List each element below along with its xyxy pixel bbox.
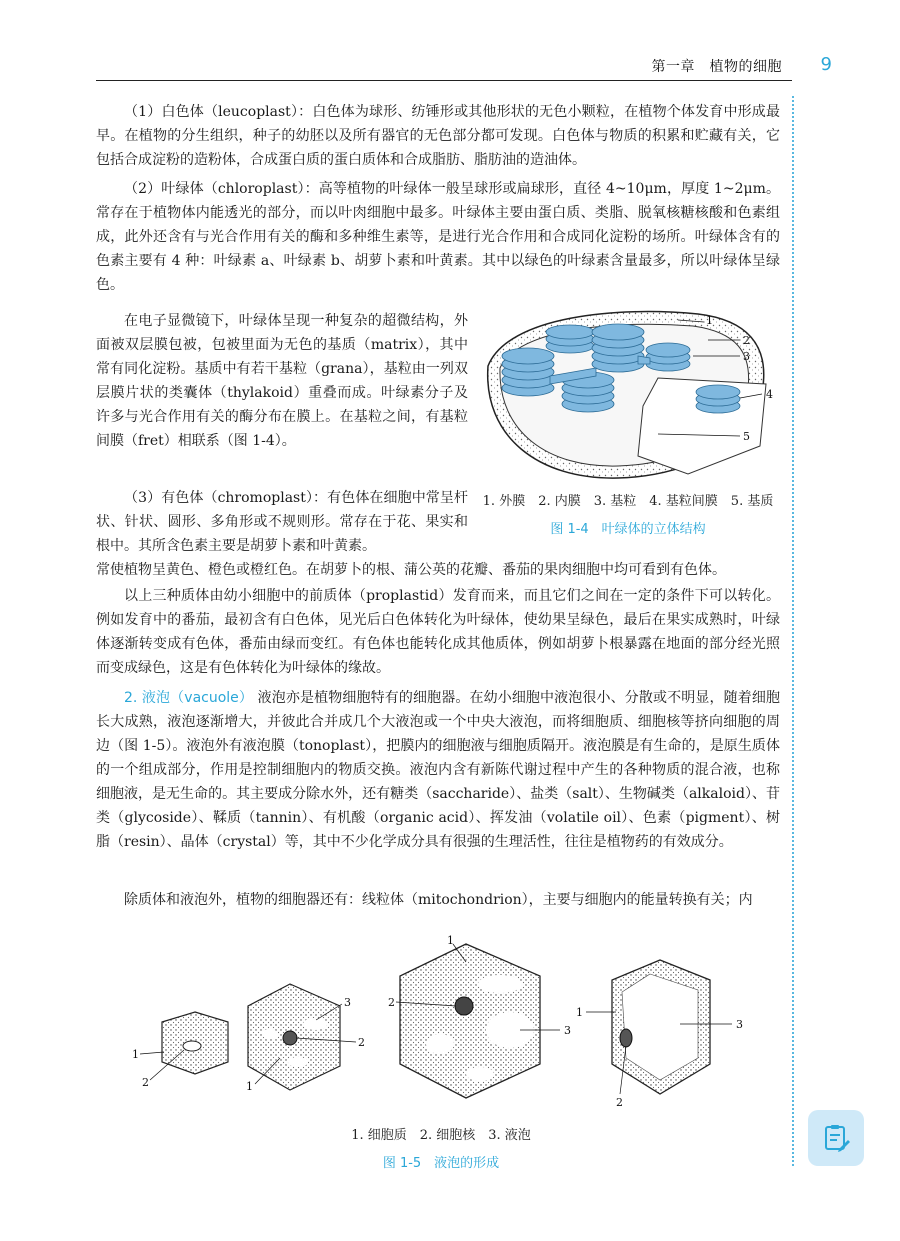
paragraph-chromoplast: （3）有色体（chromoplast）：有色体在细胞中常呈杆状、针状、圆形、多角形或不规则形。常存在于花、果实和根中。其所含色素主要是胡萝卜素和叶黄素。 xyxy=(96,490,468,554)
fig5-label-3c: 3 xyxy=(564,1024,571,1037)
chapter-title: 第一章 植物的细胞 xyxy=(651,59,782,75)
cell-stage-4 xyxy=(586,960,732,1094)
section-heading-vacuole: 2. 液泡（vacuole） xyxy=(124,690,254,706)
callout-2: 2 xyxy=(743,334,750,347)
fig5-label-1d: 1 xyxy=(576,1006,583,1019)
paragraph-leucoplast: （1）白色体（leucoplast）：白色体为球形、纺锤形或其他形状的无色小颗粒，在植物个体发育中形成最早。在植物的分生组织，种子的幼胚以及所有器官的无色部分都可发现。白色体与物质的积累和贮藏有关，它包括合成淀粉的造粉体，合成蛋白质的蛋白质体和合成脂肪、脂肪油的造油体。 xyxy=(96,104,780,168)
fig5-label-2b: 2 xyxy=(358,1036,365,1049)
callout-4: 4 xyxy=(766,388,773,401)
paragraph-other-organelles: 除质体和液泡外，植物的细胞器还有：线粒体（mitochondrion），主要与细胞内的能量转换有关；内 xyxy=(124,892,753,908)
paragraph-ultrastructure: 在电子显微镜下，叶绿体呈现一种复杂的超微结构，外面被双层膜包被，包被里面为无色的基质（matrix），其中常有同化淀粉。基质中有若干基粒（grana），基粒由一列双层膜片状的类囊体（thylakoid）重叠而成。叶绿素分子及许多与光合作用有关的酶分布在膜上。在基粒之间，有基粒间膜（fret）相联系（图 1-4）。 xyxy=(96,313,468,449)
figure-1-4-labels: 1. 外膜 2. 内膜 3. 基粒 4. 基粒间膜 5. 基质 xyxy=(482,494,774,509)
vacuole-text: 液泡亦是植物细胞特有的细胞器。在幼小细胞中液泡很小、分散或不明显，随着细胞长大成熟，液泡逐渐增大，并彼此合并成几个大液泡或一个中央大液泡，而将细胞质、细胞核等挤向细胞的周边（图 1-5）。液泡外有液泡膜（tonoplast），把膜内的细胞液与细胞质隔开。液泡膜是有生命的，是原生质体的一个组成部分，作用是控制细胞内的物质交换。液泡内含有新陈代谢过程中产生的各种物质的混合液，也称细胞液，是无生命的。其主要成分除水外，还有糖类（saccharide）、盐类（salt）、生物碱类（alkaloid）、苷类（glycoside）、鞣质（tannin）、有机酸（organic acid）、挥发油（volatile oil）、色素（pigment）、树脂（resin）、晶体（crystal）等，其中不少化学成分具有很强的生理活性，往往是植物药的有效成分。 xyxy=(96,690,781,850)
fig5-label-2a: 2 xyxy=(142,1076,149,1089)
callout-1: 1 xyxy=(706,314,713,327)
fig5-label-2d: 2 xyxy=(616,1096,623,1109)
callout-3: 3 xyxy=(743,350,750,363)
figure-1-4-title: 图 1-4 叶绿体的立体结构 xyxy=(550,522,706,537)
fig5-label-3d: 3 xyxy=(736,1018,743,1031)
cell-stage-3 xyxy=(396,944,560,1098)
paragraph-chloroplast: （2）叶绿体（chloroplast）：高等植物的叶绿体一般呈球形或扁球形，直径 4~10μm，厚度 1~2μm。常存在于植物体内能透光的部分，而以叶肉细胞中最多。叶绿体主要由蛋白质、类脂、脱氧核糖核酸和色素组成，此外还含有与光合作用有关的酶和多种维生素等，是进行光合作用和合成同化淀粉的场所。叶绿体含有的色素主要有 4 种：叶绿素 a、叶绿素 b、胡萝卜素和叶黄素。其中以绿色的叶绿素含量最多，所以叶绿体呈绿色。 xyxy=(96,181,780,293)
paragraph-vacuole xyxy=(96,686,780,854)
figure-1-5-labels: 1. 细胞质 2. 细胞核 3. 液泡 xyxy=(351,1128,531,1143)
margin-dotted-rule xyxy=(792,96,794,1166)
fig5-label-3b: 3 xyxy=(344,996,351,1009)
paragraph-plastid-transform: 以上三种质体由幼小细胞中的前质体（proplastid）发育而来，而且它们之间在一定的条件下可以转化。例如发育中的番茄，最初含有白色体，见光后白色体转化为叶绿体，使幼果呈绿色，最后在果实成熟时，叶绿体逐渐转变成有色体，番茄由绿而变红。有色体也能转化成其他质体，例如胡萝卜根暴露在地面的部分经光照而变成绿色，这是有色体转化为叶绿体的缘故。 xyxy=(96,588,780,676)
fig5-label-2c: 2 xyxy=(388,996,395,1009)
paragraph-chromoplast-cont: 常使植物呈黄色、橙色或橙红色。在胡萝卜的根、蒲公英的花瓣、番茄的果肉细胞中均可看到有色体。 xyxy=(96,562,726,578)
notes-button[interactable] xyxy=(808,1110,864,1166)
notes-edit-icon xyxy=(820,1122,852,1154)
callout-5: 5 xyxy=(743,430,750,443)
fig5-label-1a: 1 xyxy=(132,1048,139,1061)
vacuole-formation-diagram xyxy=(120,934,780,1114)
figure-1-5-title: 图 1-5 液泡的形成 xyxy=(382,1156,500,1171)
page-number: 9 xyxy=(820,54,832,75)
fig5-label-1c: 1 xyxy=(447,934,454,947)
cell-stage-1 xyxy=(140,1012,228,1080)
header-rule xyxy=(96,80,792,81)
chloroplast-diagram xyxy=(478,306,778,486)
cell-stage-2 xyxy=(248,984,356,1090)
fig5-label-1b: 1 xyxy=(246,1080,253,1093)
